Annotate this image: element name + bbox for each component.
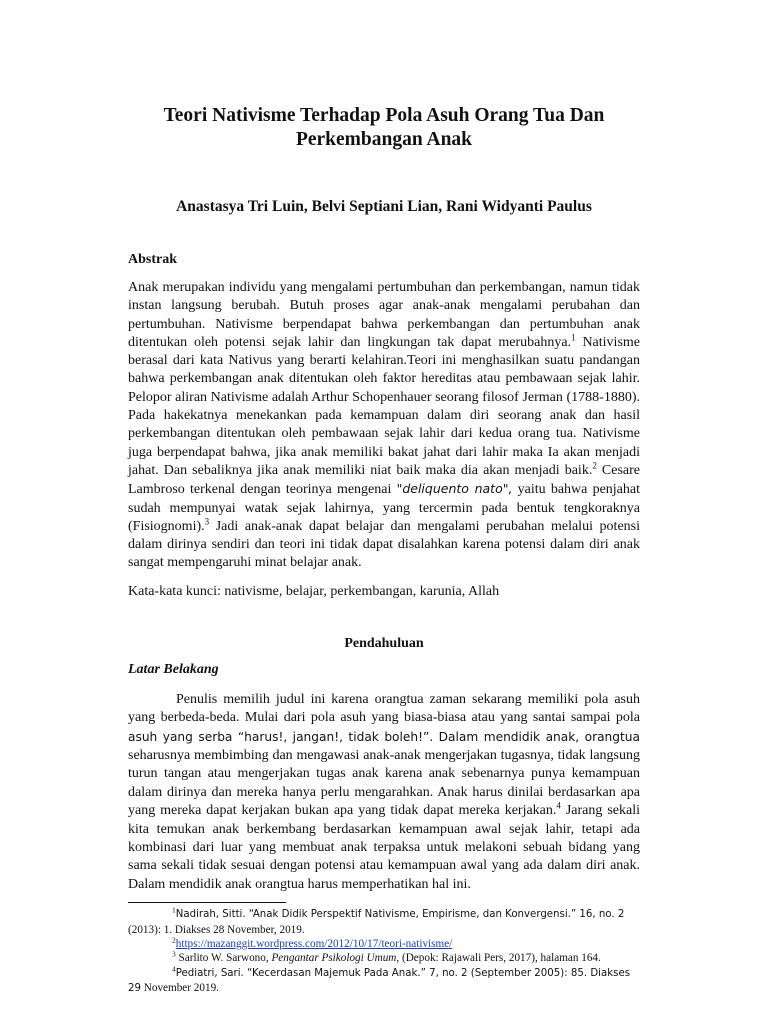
- abstract-text-5: Jadi anak-anak dapat belajar dan mengalami perubahan melalui potensi dalam dirinya sendiri dan teori ini tidak dapat disalahkan karena potensi dalam diri anak sangat mempengaruhi minat belajar anak.: [128, 518, 640, 571]
- author-list: Anastasya Tri Luin, Belvi Septiani Lian, Rani Widyanti Paulus: [176, 198, 592, 215]
- intro-text-3: seharusnya membimbing dan mengawasi anak-anak mengerjakan tugasnya, tidak langsung turun tangan atau mengerjakan tugas anak karena anak sebenarnya punya kemampuan dalam dirinya dan mereka hanya perlu mengarahkan. Anak harus dinilai berdasarkan apa yang mereka dapat kerjakan bukan apa yang tidak dapat mereka kerjakan.: [128, 747, 640, 819]
- footnotes: [128, 907, 640, 996]
- footnote-1-text-cont: (2013): 1. Diakses 28 November, 2019.: [128, 923, 305, 936]
- footnote-1: [128, 907, 640, 937]
- footnote-4: [128, 966, 640, 997]
- footnote-3-text: Sarlito W. Sarwono,: [175, 952, 272, 965]
- footnote-4-text: Pediatri, Sari. “Kecerdasan Majemuk Pada Anak.” 7, no. 2 (September 2005): 85. Diakses 29: [128, 967, 631, 995]
- intro-text-1: Penulis memilih judul ini karena orangtua zaman sekarang memiliki pola asuh yang berbeda-beda. Mulai dari pola asuh yang biasa-biasa atau yang santai sampai pola: [128, 691, 640, 726]
- intro-text-4: Jarang sekali kita temukan anak berkembang berdasarkan kemampuan awal sejak lahir, tetapi ada kombinasi dari luar yang membuat anak terpaksa untuk melakoni sebuah bidang yang sama sekali tidak sesuai dengan potensi atau kemampuan awal yang ada dalam diri anak. Dalam mendidik anak orangtua harus memperhatikan hal ini.: [128, 803, 640, 892]
- paper-title: [128, 0, 640, 152]
- footnote-3-text-cont: (Depok: Rajawali Pers, 2017), halaman 164.: [399, 952, 601, 965]
- footnote-4-text-cont: November 2019.: [140, 982, 219, 995]
- abstract-text-4: yaitu bahwa penjahat sudah mempunyai watak sejak lahirnya, yang tercermin pada bentuk tengkoraknya (Fisiognomi).: [128, 482, 641, 534]
- footnote-2-link[interactable]: https://mazanggit.wordpress.com/2012/10/17/teori-nativisme/: [175, 938, 453, 951]
- title-line-2: Perkembangan Anak: [295, 129, 473, 150]
- footnote-ref-4[interactable]: 4: [556, 800, 561, 811]
- abstract-text-3: Cesare Lambroso terkenal dengan teorinya mengenai: [128, 462, 640, 498]
- footnote-ref-2[interactable]: 2: [592, 460, 597, 471]
- abstract-paragraph: [128, 279, 640, 573]
- abstract-text-1: Anak merupakan individu yang mengalami pertumbuhan dan perkembangan, namun tidak instan langsung berubah. Butuh proses agar anak-anak mengalami perubahan dan pertumbuhan. Nativisme berpendapat bahwa perkembangan dan pertumbuhan anak ditentukan oleh potensi sejak lahir dan lingkungan tak dapat merubahnya.: [128, 280, 640, 350]
- section-heading-pendahuluan: Pendahuluan: [344, 635, 424, 651]
- footnote-1-text: Nadirah, Sitti. “Anak Didik Perspektif Nativisme, Empirisme, dan Konvergensi.” 16, no. 2: [175, 909, 625, 921]
- footnote-1-number: 1: [172, 905, 176, 915]
- footnote-2-number: 2: [172, 935, 176, 945]
- title-line-1: Teori Nativisme Terhadap Pola Asuh Orang Tua Dan: [163, 105, 605, 126]
- intro-text-2: asuh yang serba “harus!, jangan!, tidak boleh!”. Dalam mendidik anak, orangtua: [128, 729, 640, 744]
- footnote-divider: [128, 902, 286, 903]
- intro-paragraph: [128, 691, 640, 894]
- footnote-ref-3[interactable]: 3: [204, 516, 210, 527]
- abstract-text-2: Nativisme berasal dari kata Nativus yang berarti kelahiran.Teori ini menghasilkan suatu pandangan bahwa perkembangan anak ditentukan oleh faktor hereditas atau pembawaan sejak lahir. Pelopor aliran Nativisme adalah Arthur Schopenhauer seorang filosof Jerman (1788-1880). Pada hakekatnya menekankan pada kemampuan dalam diri seorang anak dan hasil perkembangan ditentukan oleh pembawaan sejak lahir dari kedua orang tua. Nativisme juga berpendapat bahwa, jika anak memiliki bakat jahat dari lahir maka Ia akan menjadi jahat. Dan sebaliknya jika anak memiliki niat baik maka dia akan menjadi baik.: [128, 334, 640, 478]
- footnote-3: [128, 951, 640, 965]
- abstract-heading: Abstrak: [128, 252, 178, 267]
- footnote-4-number: 4: [172, 964, 176, 974]
- footnote-ref-1[interactable]: 1: [571, 332, 576, 343]
- abstract-quote: "deliquento nato",: [396, 481, 513, 497]
- subsection-heading-latar-belakang: Latar Belakang: [128, 661, 219, 677]
- footnote-2: [128, 937, 640, 951]
- footnote-3-number: 3: [172, 949, 176, 959]
- keywords: Kata-kata kunci: nativisme, belajar, perkembangan, karunia, Allah: [128, 583, 500, 599]
- footnote-3-book-title: Pengantar Psikologi Umum,: [271, 952, 400, 965]
